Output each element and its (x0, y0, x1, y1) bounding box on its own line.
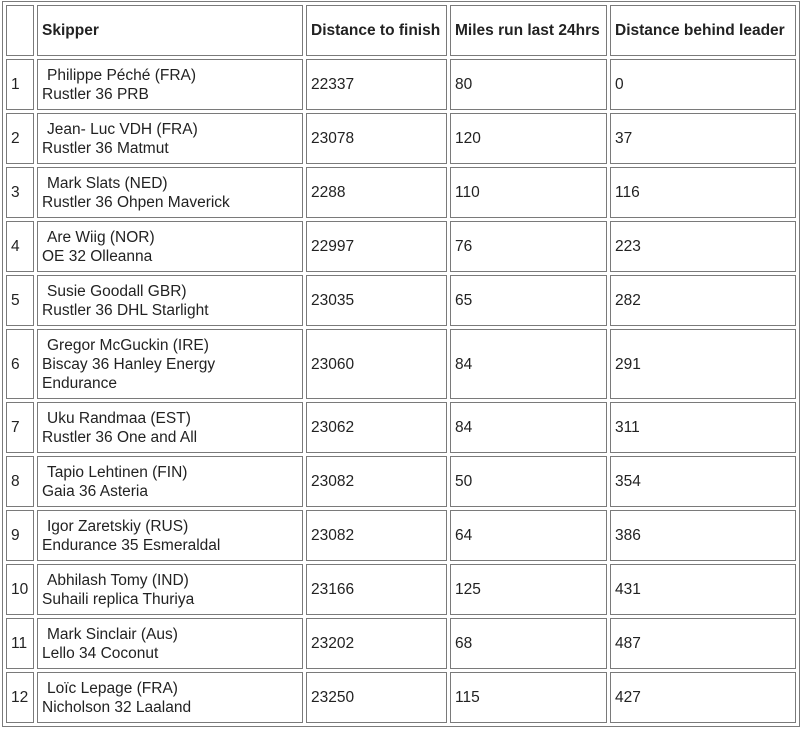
distance-to-finish-cell: 23062 (306, 402, 447, 453)
boat-name: OE 32 Olleanna (42, 247, 153, 265)
boat-name: Gaia 36 Asteria (42, 482, 148, 500)
skipper-cell (37, 275, 303, 326)
skipper-cell (37, 59, 303, 110)
distance-behind-cell: 354 (610, 456, 796, 507)
distance-to-finish-cell: 23082 (306, 456, 447, 507)
distance-to-finish-cell: 23250 (306, 672, 447, 723)
skipper-name: Abhilash Tomy (IND) (47, 571, 189, 589)
position-cell: 2 (6, 113, 34, 164)
distance-behind-cell: 291 (610, 329, 796, 399)
skipper-name: Gregor McGuckin (IRE) (47, 336, 209, 354)
distance-behind-cell: 386 (610, 510, 796, 561)
skipper-name: Igor Zaretskiy (RUS) (47, 517, 189, 535)
header-position (6, 5, 34, 56)
skipper-name: Philippe Péché (FRA) (47, 66, 197, 84)
distance-behind-cell: 37 (610, 113, 796, 164)
skipper-cell (37, 221, 303, 272)
skipper-cell (37, 456, 303, 507)
miles-run-cell: 76 (450, 221, 607, 272)
distance-to-finish-cell: 23035 (306, 275, 447, 326)
header-distance-to-finish: Distance to finish (306, 5, 447, 56)
table-row (6, 672, 796, 723)
distance-behind-cell: 431 (610, 564, 796, 615)
skipper-cell (37, 329, 303, 399)
miles-run-cell: 80 (450, 59, 607, 110)
distance-to-finish-cell: 23082 (306, 510, 447, 561)
position-cell: 8 (6, 456, 34, 507)
skipper-cell (37, 402, 303, 453)
boat-name: Biscay 36 Hanley Energy (42, 355, 216, 373)
miles-run-cell: 120 (450, 113, 607, 164)
distance-behind-cell: 223 (610, 221, 796, 272)
header-row (6, 5, 796, 56)
distance-to-finish-cell: 22337 (306, 59, 447, 110)
boat-name: Rustler 36 DHL Starlight (42, 301, 209, 319)
skipper-cell (37, 510, 303, 561)
miles-run-cell: 64 (450, 510, 607, 561)
table-row (6, 510, 796, 561)
skipper-name: Tapio Lehtinen (FIN) (47, 463, 188, 481)
header-distance-behind: Distance behind leader (610, 5, 796, 56)
miles-run-cell: 125 (450, 564, 607, 615)
position-cell: 1 (6, 59, 34, 110)
table-row (6, 564, 796, 615)
boat-name: Endurance (42, 374, 117, 392)
boat-name: Rustler 36 Ohpen Maverick (42, 193, 230, 211)
miles-run-cell: 65 (450, 275, 607, 326)
skipper-name: Loïc Lepage (FRA) (47, 679, 178, 697)
position-cell: 11 (6, 618, 34, 669)
skipper-name: Susie Goodall GBR) (47, 282, 187, 300)
miles-run-cell: 115 (450, 672, 607, 723)
skipper-cell (37, 113, 303, 164)
table-header (6, 5, 796, 56)
miles-run-cell: 50 (450, 456, 607, 507)
boat-name: Rustler 36 PRB (42, 85, 149, 103)
position-cell: 10 (6, 564, 34, 615)
distance-to-finish-cell: 23060 (306, 329, 447, 399)
miles-run-cell: 84 (450, 329, 607, 399)
boat-name: Endurance 35 Esmeraldal (42, 536, 221, 554)
table-row (6, 167, 796, 218)
skipper-cell (37, 564, 303, 615)
position-cell: 6 (6, 329, 34, 399)
skipper-name: Uku Randmaa (EST) (47, 409, 191, 427)
distance-to-finish-cell: 23166 (306, 564, 447, 615)
table-row (6, 221, 796, 272)
miles-run-cell: 110 (450, 167, 607, 218)
table-row (6, 275, 796, 326)
distance-behind-cell: 487 (610, 618, 796, 669)
distance-to-finish-cell: 23202 (306, 618, 447, 669)
position-cell: 3 (6, 167, 34, 218)
distance-behind-cell: 0 (610, 59, 796, 110)
distance-behind-cell: 427 (610, 672, 796, 723)
skipper-cell (37, 672, 303, 723)
distance-to-finish-cell: 2288 (306, 167, 447, 218)
table-row (6, 59, 796, 110)
boat-name: Rustler 36 One and All (42, 428, 198, 446)
position-cell: 5 (6, 275, 34, 326)
skipper-name: Mark Sinclair (Aus) (47, 625, 178, 643)
table-row (6, 456, 796, 507)
distance-to-finish-cell: 23078 (306, 113, 447, 164)
distance-to-finish-cell: 22997 (306, 221, 447, 272)
standings-table (2, 1, 800, 727)
position-cell: 7 (6, 402, 34, 453)
boat-name: Lello 34 Coconut (42, 644, 159, 662)
table-row (6, 113, 796, 164)
skipper-name: Mark Slats (NED) (47, 174, 168, 192)
skipper-cell (37, 167, 303, 218)
position-cell: 9 (6, 510, 34, 561)
miles-run-cell: 68 (450, 618, 607, 669)
miles-run-cell: 84 (450, 402, 607, 453)
table-row (6, 402, 796, 453)
header-skipper: Skipper (37, 5, 303, 56)
table-body (6, 59, 796, 723)
header-miles-run: Miles run last 24hrs (450, 5, 607, 56)
position-cell: 4 (6, 221, 34, 272)
table-row (6, 618, 796, 669)
skipper-cell (37, 618, 303, 669)
skipper-name: Jean- Luc VDH (FRA) (47, 120, 198, 138)
distance-behind-cell: 282 (610, 275, 796, 326)
distance-behind-cell: 311 (610, 402, 796, 453)
distance-behind-cell: 116 (610, 167, 796, 218)
boat-name: Rustler 36 Matmut (42, 139, 169, 157)
boat-name: Suhaili replica Thuriya (42, 590, 195, 608)
boat-name: Nicholson 32 Laaland (42, 698, 192, 716)
position-cell: 12 (6, 672, 34, 723)
skipper-name: Are Wiig (NOR) (47, 228, 155, 246)
table-row (6, 329, 796, 399)
